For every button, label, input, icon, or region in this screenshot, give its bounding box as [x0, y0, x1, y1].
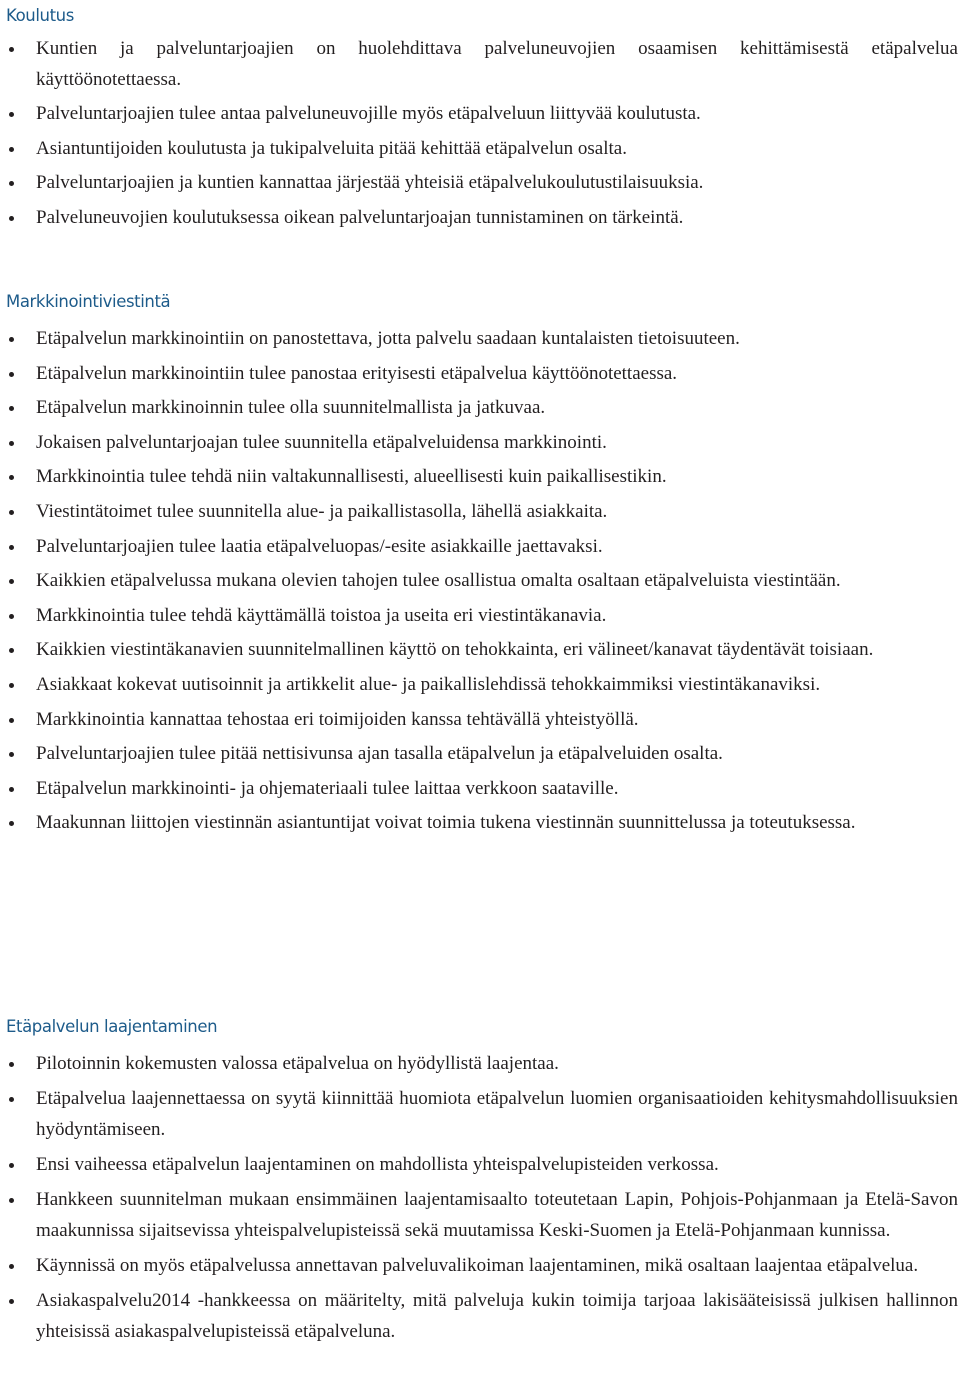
- list-item-text: Etäpalvelun markkinointi- ja ohjemateriaali tulee laittaa verkkoon saataville.: [36, 777, 619, 799]
- bullet-list-markkinointiviestinta: [0, 323, 960, 842]
- list-item-text: Kaikkien viestintäkanavien suunnitelmallinen käyttö on tehokkainta, eri välineet/kanavat täydentävät toisiaan.: [36, 639, 874, 661]
- bullet-icon: [9, 614, 14, 619]
- list-item: [0, 738, 960, 769]
- list-item: [0, 167, 960, 198]
- bullet-icon: [9, 648, 14, 653]
- list-item: [0, 565, 960, 596]
- bullet-icon: [9, 441, 14, 446]
- list-item-text: Kuntien ja palveluntarjoajien on huolehdittava palveluneuvojien osaamisen kehittämisestä etäpalvelua käyttöönotettaessa.: [36, 38, 958, 90]
- bullet-icon: [9, 821, 14, 826]
- list-item: [0, 704, 960, 735]
- list-item: [0, 1250, 960, 1281]
- list-item-text: Asiantuntijoiden koulutusta ja tukipalveluita pitää kehittää etäpalvelun osalta.: [36, 137, 627, 159]
- bullet-icon: [9, 406, 14, 411]
- list-item: [0, 133, 960, 164]
- list-item-text: Palveluntarjoajien tulee pitää nettisivunsa ajan tasalla etäpalvelun ja etäpalveluiden osalta.: [36, 743, 723, 765]
- bullet-list-laajentaminen: [0, 1048, 960, 1351]
- bullet-icon: [9, 475, 14, 480]
- list-item: [0, 33, 960, 95]
- section-heading-laajentaminen: Etäpalvelun laajentaminen: [6, 1017, 218, 1036]
- list-item-text: Jokaisen palveluntarjoajan tulee suunnitella etäpalveluidensa markkinointi.: [36, 431, 607, 453]
- list-item: [0, 531, 960, 562]
- list-item: [0, 1149, 960, 1180]
- list-item-text: Etäpalvelua laajennettaessa on syytä kiinnittää huomiota etäpalvelun luomien organisaatioiden kehitysmahdollisuuksien hyödyntämiseen.: [36, 1088, 958, 1140]
- bullet-icon: [9, 147, 14, 152]
- list-item: [0, 1184, 960, 1246]
- bullet-icon: [9, 787, 14, 792]
- bullet-icon: [9, 1163, 14, 1168]
- list-item: [0, 1083, 960, 1145]
- list-item-text: Palveluntarjoajien tulee antaa palveluneuvojille myös etäpalveluun liittyvää koulutusta.: [36, 103, 701, 125]
- list-item-text: Palveluneuvojien koulutuksessa oikean palveluntarjoajan tunnistaminen on tärkeintä.: [36, 206, 684, 228]
- bullet-icon: [9, 579, 14, 584]
- list-item: [0, 461, 960, 492]
- list-item: [0, 358, 960, 389]
- bullet-icon: [9, 372, 14, 377]
- section-heading-markkinointiviestinta: Markkinointiviestintä: [6, 292, 171, 311]
- list-item: [0, 427, 960, 458]
- bullet-list-koulutus: [0, 33, 960, 236]
- list-item-text: Etäpalvelun markkinoinnin tulee olla suunnitelmallista ja jatkuvaa.: [36, 397, 546, 419]
- list-item: [0, 600, 960, 631]
- list-item-text: Palveluntarjoajien ja kuntien kannattaa järjestää yhteisiä etäpalvelukoulutustilaisuuksia.: [36, 172, 704, 194]
- list-item-text: Pilotoinnin kokemusten valossa etäpalvelua on hyödyllistä laajentaa.: [36, 1053, 559, 1074]
- list-item-text: Käynnissä on myös etäpalvelussa annettavan palveluvalikoiman laajentaminen, mikä osaltaan laajentaa etäpalvelua.: [36, 1255, 919, 1276]
- list-item: [0, 392, 960, 423]
- list-item: [0, 773, 960, 804]
- list-item-text: Ensi vaiheessa etäpalvelun laajentaminen on mahdollista yhteispalvelupisteiden verkossa.: [36, 1154, 719, 1175]
- list-item: [0, 202, 960, 233]
- bullet-icon: [9, 181, 14, 186]
- bullet-icon: [9, 545, 14, 550]
- bullet-icon: [9, 216, 14, 221]
- bullet-icon: [9, 510, 14, 515]
- bullet-icon: [9, 337, 14, 342]
- bullet-icon: [9, 47, 14, 52]
- bullet-icon: [9, 683, 14, 688]
- bullet-icon: [9, 1062, 14, 1067]
- section-heading-koulutus: Koulutus: [6, 6, 74, 25]
- list-item-text: Asiakaspalvelu2014 -hankkeessa on määritelty, mitä palveluja kukin toimija tarjoaa lakisääteisissä julkisen hallinnon yhteisissä asiakaspalvelupisteissä etäpalveluna.: [36, 1290, 958, 1342]
- list-item: [0, 1285, 960, 1347]
- list-item-text: Palveluntarjoajien tulee laatia etäpalveluopas/-esite asiakkaille jaettavaksi.: [36, 535, 603, 557]
- list-item: [0, 807, 960, 838]
- bullet-icon: [9, 1264, 14, 1269]
- bullet-icon: [9, 112, 14, 117]
- list-item-text: Markkinointia kannattaa tehostaa eri toimijoiden kanssa tehtävällä yhteistyöllä.: [36, 708, 639, 730]
- list-item-text: Viestintätoimet tulee suunnitella alue- ja paikallistasolla, lähellä asiakkaita.: [36, 500, 608, 522]
- list-item-text: Markkinointia tulee tehdä käyttämällä toistoa ja useita eri viestintäkanavia.: [36, 604, 607, 626]
- bullet-icon: [9, 1198, 14, 1203]
- list-item: [0, 669, 960, 700]
- bullet-icon: [9, 752, 14, 757]
- list-item-text: Etäpalvelun markkinointiin on panostettava, jotta palvelu saadaan kuntalaisten tietoisuuteen.: [36, 328, 740, 349]
- bullet-icon: [9, 1097, 14, 1102]
- list-item: [0, 634, 960, 665]
- list-item-text: Maakunnan liittojen viestinnän asiantuntijat voivat toimia tukena viestinnän suunnittelussa ja toteutuksessa.: [36, 812, 856, 834]
- list-item-text: Asiakkaat kokevat uutisoinnit ja artikkelit alue- ja paikallislehdissä tehokkaimmiksi viestintäkanaviksi.: [36, 673, 821, 695]
- list-item: [0, 1048, 960, 1079]
- bullet-icon: [9, 718, 14, 723]
- list-item-text: Kaikkien etäpalvelussa mukana olevien tahojen tulee osallistua omalta osaltaan etäpalveluista viestintään.: [36, 570, 841, 592]
- list-item: [0, 323, 960, 354]
- bullet-icon: [9, 1299, 14, 1304]
- list-item-text: Hankkeen suunnitelman mukaan ensimmäinen laajentamisaalto toteutetaan Lapin, Pohjois-Pohjanmaan ja Etelä-Savon maakunnissa sijaitsevissa yhteispalvelupisteissä sekä muutamissa Keski-Suomen ja Etelä-Pohjanmaan kunnissa.: [36, 1189, 958, 1241]
- list-item-text: Markkinointia tulee tehdä niin valtakunnallisesti, alueellisesti kuin paikallisestikin.: [36, 466, 667, 488]
- list-item-text: Etäpalvelun markkinointiin tulee panostaa erityisesti etäpalvelua käyttöönotettaessa.: [36, 362, 678, 384]
- list-item: [0, 98, 960, 129]
- list-item: [0, 496, 960, 527]
